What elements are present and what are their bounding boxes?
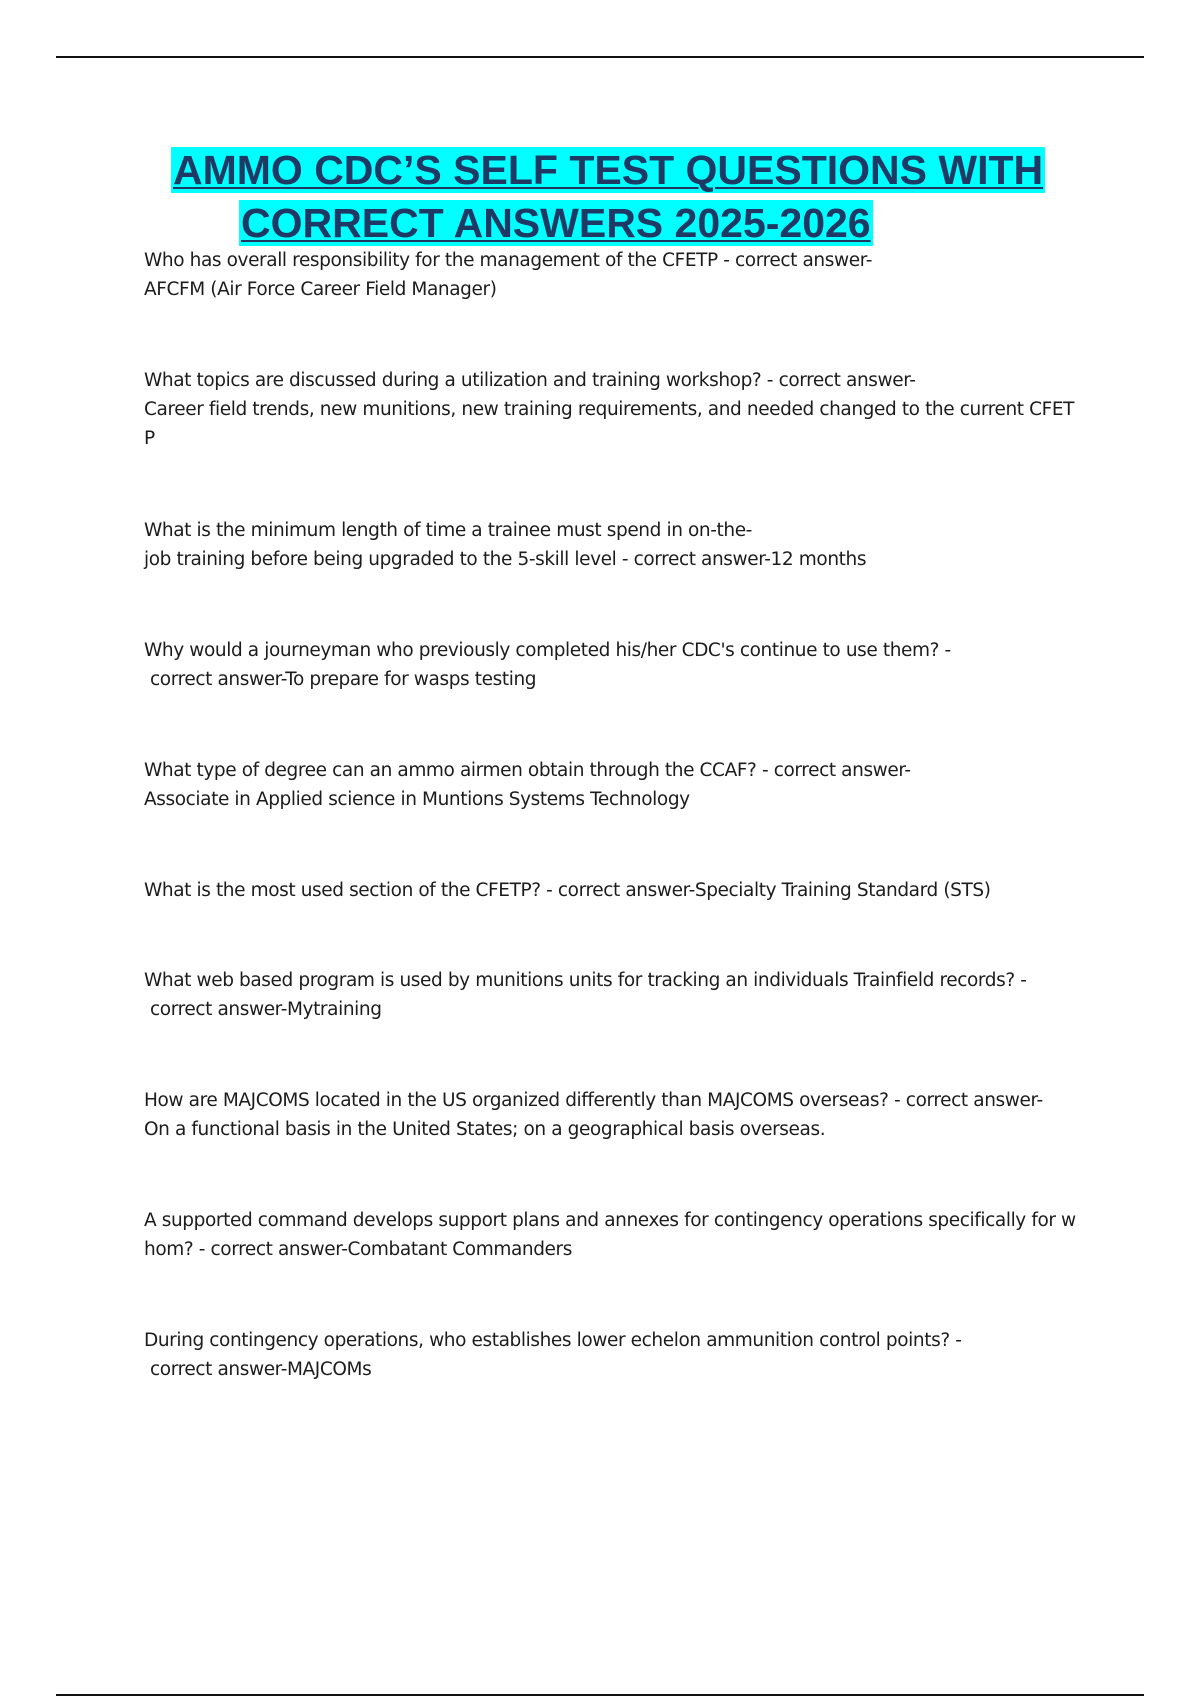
document-title <box>0 144 1200 250</box>
bottom-rule <box>56 1694 1144 1696</box>
qa-line: Who has overall responsibility for the management of the CFETP - correct answer- <box>144 250 873 271</box>
top-rule <box>56 56 1144 58</box>
qa-item <box>144 1206 1104 1264</box>
qa-line: How are MAJCOMS located in the US organized differently than MAJCOMS overseas? - correct answer- <box>144 1090 1043 1111</box>
title-line-1: AMMO CDC’S SELF TEST QUESTIONS WITH <box>173 147 1044 193</box>
qa-line: Associate in Applied science in Muntions Systems Technology <box>144 789 690 810</box>
title-line-2: CORRECT ANSWERS 2025-2026 <box>241 200 871 246</box>
qa-line: What web based program is used by munitions units for tracking an individuals Trainfield records? - <box>144 970 1027 991</box>
qa-line: job training before being upgraded to the 5-skill level - correct answer-12 months <box>144 549 867 570</box>
qa-line: AFCFM (Air Force Career Field Manager) <box>144 279 497 300</box>
qa-item <box>144 366 1104 453</box>
qa-line: A supported command develops support plans and annexes for contingency operations specifically for w <box>144 1210 1076 1231</box>
qa-item <box>144 516 1104 574</box>
qa-line: correct answer-Mytraining <box>150 999 382 1020</box>
qa-item <box>144 1086 1104 1144</box>
qa-item <box>144 876 1104 905</box>
qa-item <box>144 636 1104 694</box>
qa-line: During contingency operations, who establishes lower echelon ammunition control points? - <box>144 1330 962 1351</box>
qa-item <box>144 756 1104 814</box>
qa-line: hom? - correct answer-Combatant Commanders <box>144 1239 572 1260</box>
qa-line: What type of degree can an ammo airmen obtain through the CCAF? - correct answer- <box>144 760 911 781</box>
qa-item <box>144 246 1104 304</box>
qa-item <box>144 966 1104 1024</box>
qa-line: On a functional basis in the United States; on a geographical basis overseas. <box>144 1119 826 1140</box>
qa-item <box>144 1326 1104 1384</box>
qa-line: P <box>144 428 155 449</box>
qa-line: What is the most used section of the CFETP? - correct answer-Specialty Training Standard (STS) <box>144 880 991 901</box>
qa-line: What topics are discussed during a utilization and training workshop? - correct answer- <box>144 370 916 391</box>
qa-line: What is the minimum length of time a trainee must spend in on-the- <box>144 520 752 541</box>
qa-line: correct answer-MAJCOMs <box>150 1359 372 1380</box>
qa-line: correct answer-To prepare for wasps testing <box>150 669 537 690</box>
qa-line: Career field trends, new munitions, new training requirements, and needed changed to the current CFET <box>144 399 1075 420</box>
qa-line: Why would a journeyman who previously completed his/her CDC's continue to use them? - <box>144 640 951 661</box>
